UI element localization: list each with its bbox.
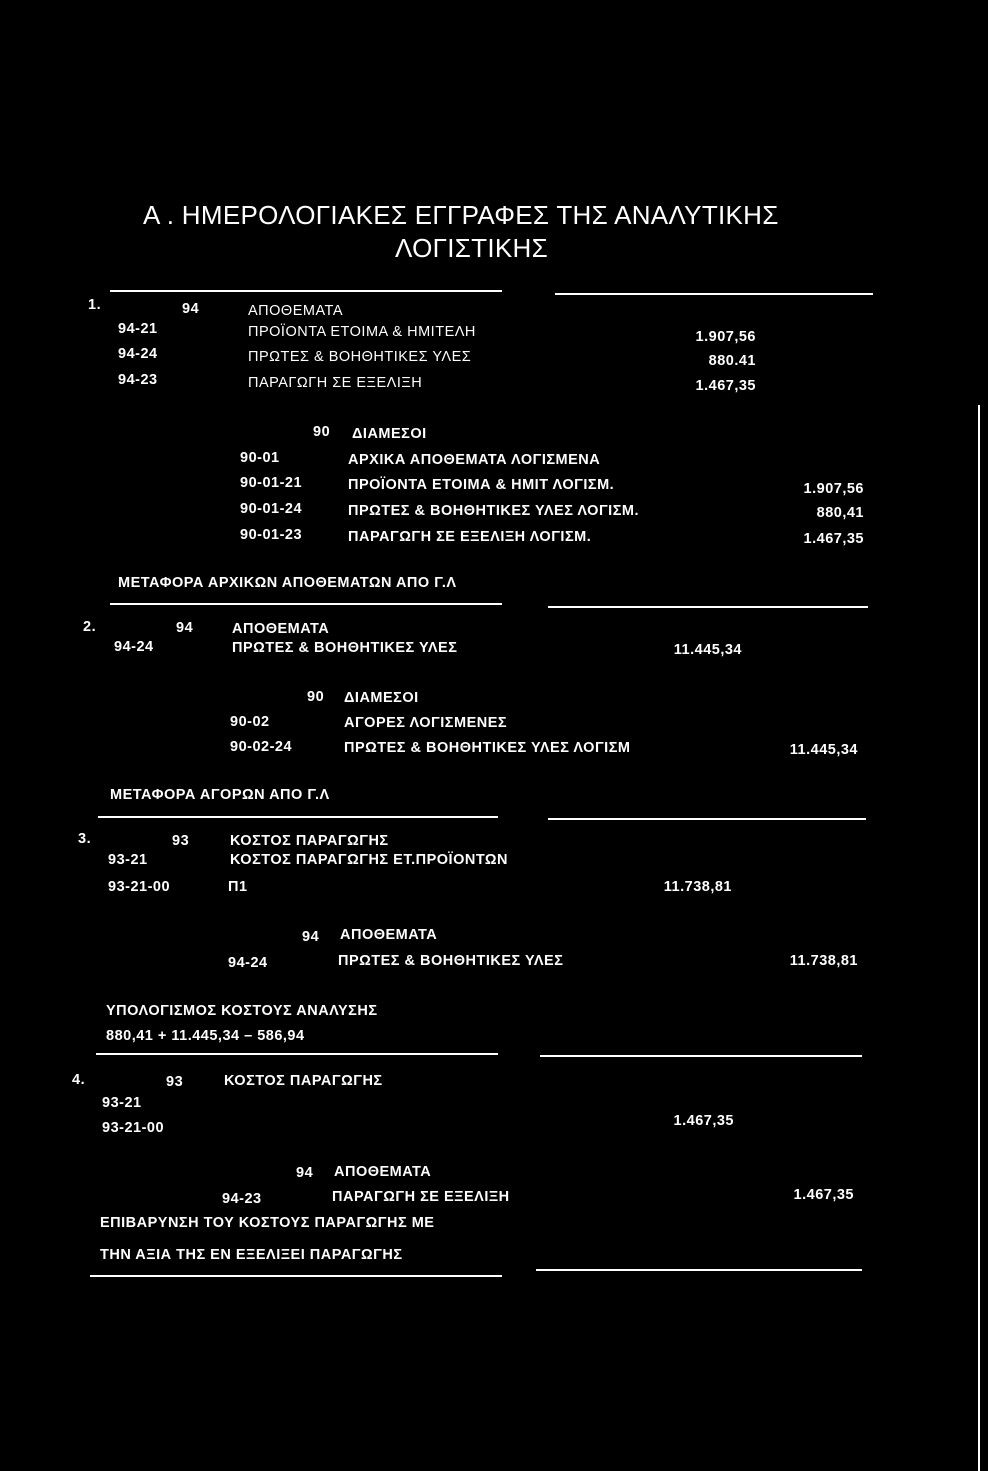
debit-name: Π1 (228, 879, 248, 895)
credit-name: ΠΡΩΤΕΣ & ΒΟΗΘΗΤΙΚΕΣ ΥΛΕΣ ΛΟΓΙΣΜ (344, 740, 631, 756)
account-name: ΑΠΟΘΕΜΑΤΑ (248, 303, 343, 319)
credit-code: 90-02-24 (230, 739, 293, 755)
entry-note: ΜΕΤΑΦΟΡΑ ΑΡΧΙΚΩΝ ΑΠΟΘΕΜΑΤΩΝ ΑΠΟ Γ.Λ (118, 575, 457, 591)
entry-separator (90, 1275, 502, 1277)
account-name: ΚΟΣΤΟΣ ΠΑΡΑΓΩΓΗΣ (230, 833, 389, 849)
entry-separator (536, 1269, 862, 1271)
debit-code: 93-21-00 (102, 1120, 165, 1136)
debit-code: 94-24 (118, 346, 158, 362)
account-code: 94 (176, 620, 194, 636)
account-code: 93 (172, 833, 190, 849)
credit-name: ΠΑΡΑΓΩΓΗ ΣΕ ΕΞΕΛΙΞΗ ΛΟΓΙΣΜ. (348, 529, 592, 545)
credit-amount: 880,41 (816, 505, 864, 521)
entry-separator (96, 1053, 498, 1055)
page-title: Α . ΗΜΕΡΟΛΟΓΙΑΚΕΣ ΕΓΓΡΑΦΕΣ ΤΗΣ ΑΝΑΛΥΤΙΚΗΣ (143, 200, 779, 230)
debit-code: 94-24 (114, 639, 154, 655)
sub-account-code: 90-01 (240, 450, 280, 466)
entry-number: 2. (83, 619, 97, 635)
credit-name: ΠΡΩΤΕΣ & ΒΟΗΘΗΤΙΚΕΣ ΥΛΕΣ (338, 953, 564, 969)
sub-account-name: ΑΓΟΡΕΣ ΛΟΓΙΣΜΕΝΕΣ (344, 715, 508, 731)
credit-account-name: ΔΙΑΜΕΣΟΙ (352, 426, 427, 442)
credit-name: ΠΡΩΤΕΣ & ΒΟΗΘΗΤΙΚΕΣ ΥΛΕΣ ΛΟΓΙΣΜ. (348, 503, 639, 519)
entry-number: 4. (72, 1072, 86, 1088)
debit-code: 93-21-00 (108, 879, 171, 895)
credit-amount: 1.467,35 (793, 1187, 854, 1203)
entry-separator (110, 603, 502, 605)
account-name: ΚΟΣΤΟΣ ΠΑΡΑΓΩΓΗΣ (224, 1073, 383, 1089)
debit-code: 94-23 (118, 372, 158, 388)
sub-account-code: 93-21 (108, 852, 148, 868)
credit-amount: 1.907,56 (803, 481, 864, 497)
credit-code: 94-23 (222, 1191, 262, 1207)
entry-separator (555, 293, 873, 295)
credit-account-name: ΔΙΑΜΕΣΟΙ (344, 690, 419, 706)
debit-amount: 880.41 (708, 353, 756, 369)
entry-separator (548, 818, 866, 820)
sub-account-code: 93-21 (102, 1095, 142, 1111)
credit-amount: 11.738,81 (789, 953, 858, 969)
entry-separator (540, 1055, 862, 1057)
entry-note: ΜΕΤΑΦΟΡΑ ΑΓΟΡΩΝ ΑΠΟ Γ.Λ (110, 787, 330, 803)
entry-number: 1. (88, 297, 102, 313)
debit-amount: 1.467,35 (695, 378, 756, 394)
entry-note: ΥΠΟΛΟΓΙΣΜΟΣ ΚΟΣΤΟΥΣ ΑΝΑΛΥΣΗΣ (106, 1003, 378, 1019)
credit-code: 90-01-24 (240, 501, 303, 517)
credit-account-code: 94 (302, 929, 320, 945)
credit-code: 90-01-23 (240, 527, 303, 543)
credit-code: 94-24 (228, 955, 268, 971)
credit-account-code: 94 (296, 1165, 314, 1181)
entry-separator (548, 606, 868, 608)
credit-amount: 11.445,34 (789, 742, 858, 758)
debit-code: 94-21 (118, 321, 158, 337)
entry-separator (98, 816, 498, 818)
credit-account-code: 90 (307, 689, 325, 705)
credit-amount: 1.467,35 (803, 531, 864, 547)
debit-amount: 1.907,56 (695, 329, 756, 345)
sub-account-code: 90-02 (230, 714, 270, 730)
debit-name: ΠΡΩΤΕΣ & ΒΟΗΘΗΤΙΚΕΣ ΥΛΕΣ (248, 349, 472, 365)
entry-number: 3. (78, 831, 92, 847)
sub-account-name: ΑΡΧΙΚΑ ΑΠΟΘΕΜΑΤΑ ΛΟΓΙΣΜΕΝΑ (348, 452, 601, 468)
debit-name: ΠΡΩΤΕΣ & ΒΟΗΘΗΤΙΚΕΣ ΥΛΕΣ (232, 640, 458, 656)
sub-account-name: ΚΟΣΤΟΣ ΠΑΡΑΓΩΓΗΣ ΕΤ.ΠΡΟΪΟΝΤΩΝ (230, 852, 509, 868)
entry-note-formula: 880,41 + 11.445,34 – 586,94 (106, 1028, 305, 1044)
credit-account-name: ΑΠΟΘΕΜΑΤΑ (334, 1164, 432, 1180)
debit-amount: 11.445,34 (673, 642, 742, 658)
credit-name: ΠΡΟΪΟΝΤΑ ΕΤΟΙΜΑ & ΗΜΙΤ ΛΟΓΙΣΜ. (348, 477, 615, 493)
entry-note: ΤΗΝ ΑΞΙΑ ΤΗΣ ΕΝ ΕΞΕΛΙΞΕΙ ΠΑΡΑΓΩΓΗΣ (100, 1247, 403, 1263)
debit-amount: 11.738,81 (663, 879, 732, 895)
debit-name: ΠΑΡΑΓΩΓΗ ΣΕ ΕΞΕΛΙΞΗ (248, 375, 423, 391)
debit-amount: 1.467,35 (673, 1113, 734, 1129)
account-code: 94 (182, 301, 200, 317)
credit-name: ΠΑΡΑΓΩΓΗ ΣΕ ΕΞΕΛΙΞΗ (332, 1189, 510, 1205)
credit-account-code: 90 (313, 424, 331, 440)
entry-separator (110, 290, 502, 292)
credit-account-name: ΑΠΟΘΕΜΑΤΑ (340, 927, 438, 943)
page-title-line2: ΛΟΓΙΣΤΙΚΗΣ (395, 233, 548, 263)
account-code: 93 (166, 1074, 184, 1090)
entry-note: ΕΠΙΒΑΡΥΝΣΗ ΤΟΥ ΚΟΣΤΟΥΣ ΠΑΡΑΓΩΓΗΣ ΜΕ (100, 1215, 435, 1231)
account-name: ΑΠΟΘΕΜΑΤΑ (232, 621, 330, 637)
credit-code: 90-01-21 (240, 475, 303, 491)
right-edge-rule (978, 405, 980, 1471)
debit-name: ΠΡΟΪΟΝΤΑ ΕΤΟΙΜΑ & ΗΜΙΤΕΛΗ (248, 324, 476, 340)
